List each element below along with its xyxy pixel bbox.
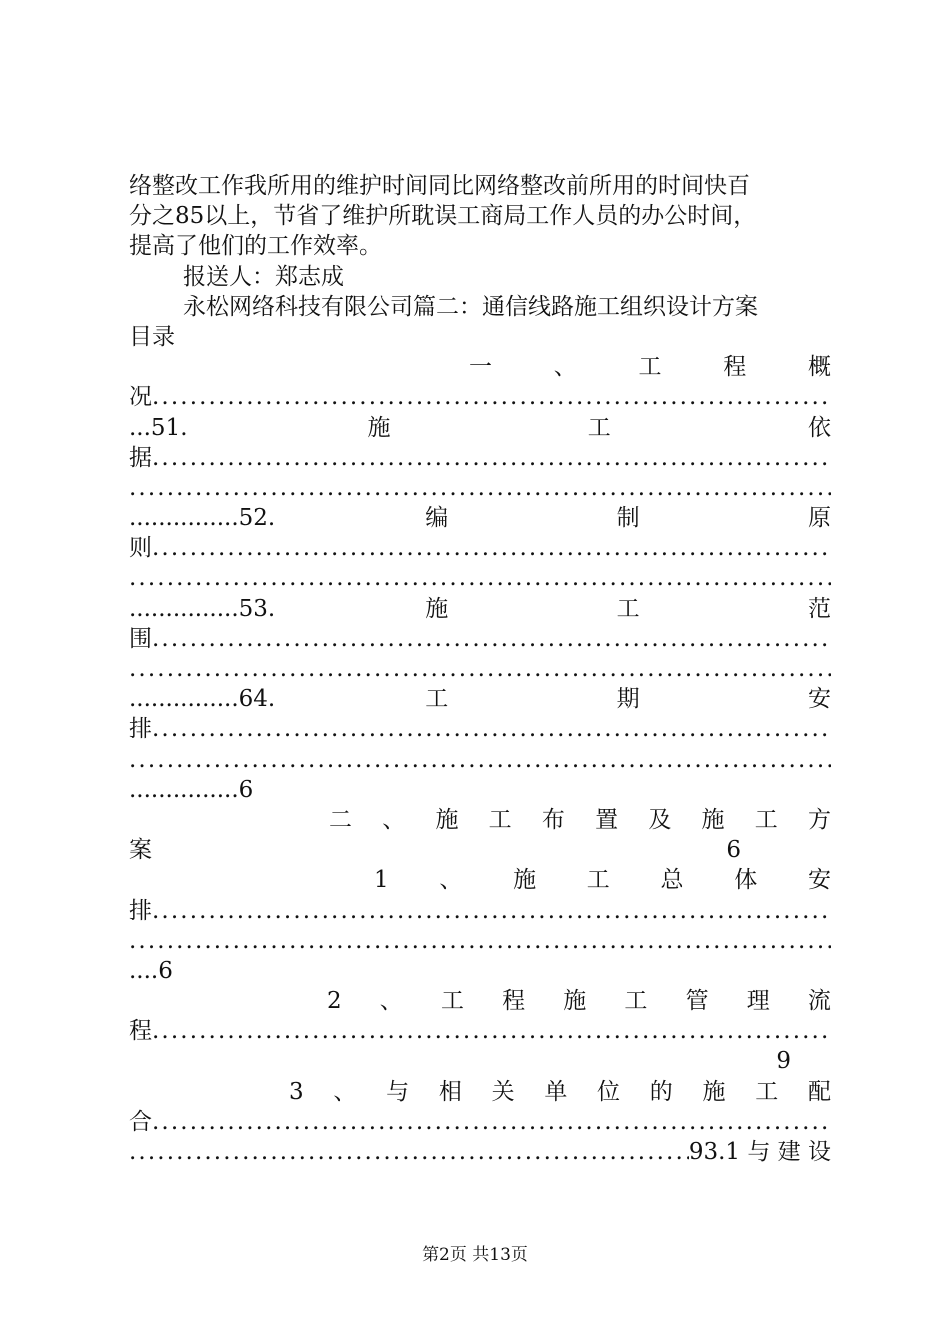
reporter-line: 报送人：郑志成 <box>183 263 344 290</box>
paragraph-line: 提高了他们的工作效率。 <box>129 233 382 260</box>
toc-leader <box>129 745 831 775</box>
toc-entry: ...51. 施 工 依 <box>129 414 831 441</box>
paragraph-line: 分之85以上，节省了维护所耽误工商局工作人员的办公时间， <box>129 203 757 230</box>
toc-entry: 3 、 与 相 关 单 位 的 施 工 配 <box>289 1078 831 1105</box>
toc-entry: ...............52. 编 制 原 <box>129 505 831 532</box>
toc-entry: 1 、 施 工 总 体 安 <box>374 867 831 894</box>
toc-leader: 据 . . . <box>129 443 831 473</box>
page-footer: 第2页 共13页 <box>422 1245 528 1265</box>
document-body <box>129 171 831 1167</box>
toc-page-number: ...............6 <box>129 776 254 803</box>
toc-leader: 程 . . . <box>129 1016 831 1046</box>
toc-leader: 况 . . . <box>129 382 831 412</box>
toc-entry: 二 、 施 工 布 置 及 施 工 方 <box>329 806 831 833</box>
toc-leader: 排 . . . <box>129 896 831 926</box>
company-heading: 永松网络科技有限公司篇二：通信线路施工组织设计方案 <box>183 293 758 320</box>
toc-leader: 则 . . . <box>129 533 831 563</box>
toc-leader <box>129 654 831 684</box>
toc-title: 目录 <box>129 323 175 350</box>
toc-entry: 2 、 工 程 施 工 管 理 流 <box>327 988 831 1015</box>
toc-leader <box>129 563 831 593</box>
toc-page-number: ....6 <box>129 957 173 984</box>
toc-leader <box>129 926 831 956</box>
toc-leader: 合 . . . <box>129 1107 831 1137</box>
toc-entry: ...............64. 工 期 安 <box>129 686 831 713</box>
toc-leader: 9 <box>776 1048 791 1075</box>
toc-leader: 围 . . . <box>129 624 831 654</box>
toc-leader: 排 . . . <box>129 714 831 744</box>
toc-entry: ...............53. 施 工 范 <box>129 595 831 622</box>
toc-leader: 案 6 <box>129 837 741 864</box>
toc-leader <box>129 473 831 503</box>
toc-leader: . . . 93.1 与 建 设 <box>129 1137 831 1167</box>
paragraph-line: 络整改工作我所用的维护时间同比网络整改前所用的时间快百 <box>129 173 750 199</box>
toc-entry: 一 、 工 程 概 <box>469 354 831 381</box>
